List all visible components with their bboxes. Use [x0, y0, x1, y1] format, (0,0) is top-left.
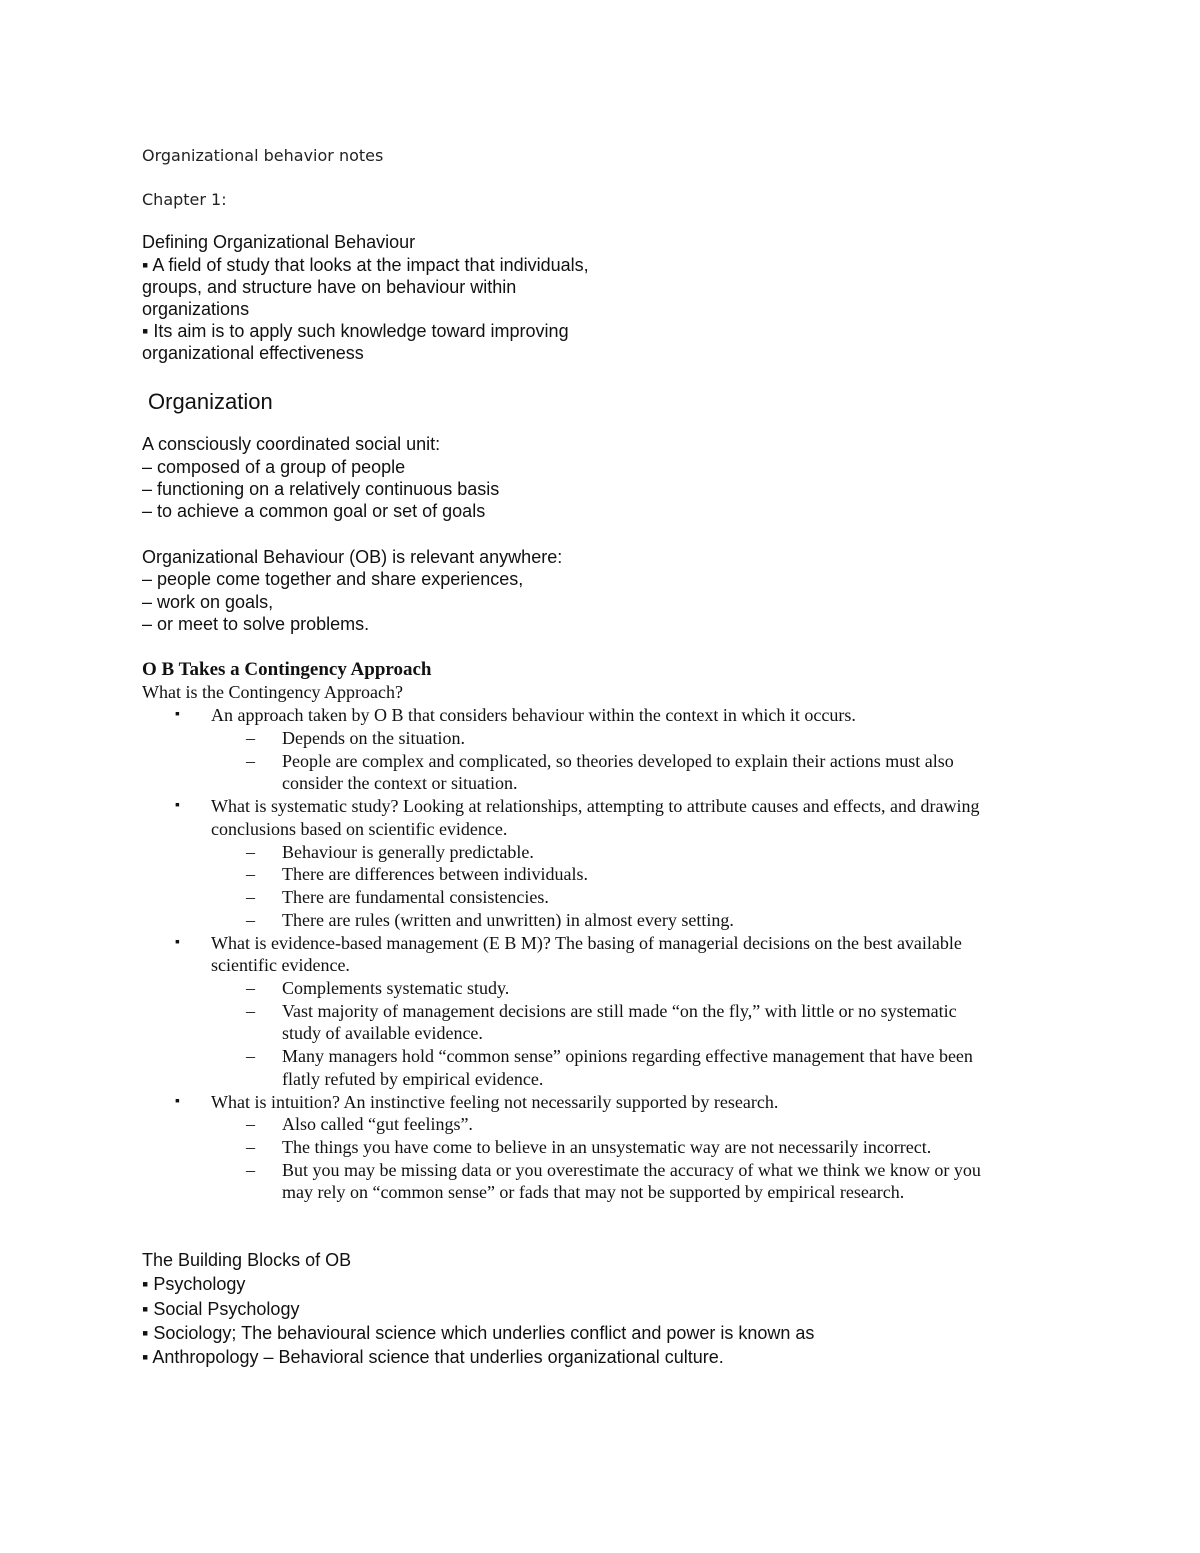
defining-line: groups, and structure have on behaviour within — [142, 277, 517, 297]
dash-marker: – — [246, 978, 255, 998]
bullet-text: What is evidence-based management (E B M)? The basing of managerial decisions on the best available — [211, 933, 962, 953]
bullet-marker: ▪ — [175, 798, 180, 813]
relevance-line: Organizational Behaviour (OB) is relevant anywhere: — [142, 547, 563, 567]
defining-heading: Defining Organizational Behaviour — [142, 232, 416, 252]
relevance-line: – people come together and share experiences, — [142, 569, 524, 589]
contingency-heading: O B Takes a Contingency Approach — [142, 659, 432, 680]
sub-bullet-text: There are differences between individuals. — [282, 864, 589, 884]
sub-bullet-text: There are rules (written and unwritten) in almost every setting. — [282, 910, 734, 930]
sub-bullet-text: Depends on the situation. — [282, 728, 465, 748]
sub-bullet-text: may rely on “common sense” or fads that may not be supported by empirical research. — [282, 1182, 905, 1202]
bullet-text: What is intuition? An instinctive feeling not necessarily supported by research. — [211, 1092, 779, 1112]
sub-bullet-text: study of available evidence. — [282, 1023, 483, 1043]
relevance-line: – work on goals, — [142, 592, 274, 612]
dash-marker: – — [246, 1001, 255, 1021]
organization-line: – composed of a group of people — [142, 457, 406, 477]
defining-line: ▪ Its aim is to apply such knowledge toward improving — [142, 321, 569, 341]
dash-marker: – — [246, 842, 255, 862]
defining-line: ▪ A field of study that looks at the impact that individuals, — [142, 255, 589, 275]
building-blocks-item: ▪ Social Psychology — [142, 1299, 300, 1319]
organization-heading: Organization — [148, 389, 273, 414]
sub-bullet-text: Vast majority of management decisions are still made “on the fly,” with little or no systematic — [282, 1001, 957, 1021]
sub-bullet-text: Complements systematic study. — [282, 978, 510, 998]
dash-marker: – — [246, 910, 255, 930]
sub-bullet-text: Behaviour is generally predictable. — [282, 842, 534, 862]
sub-bullet-text: Many managers hold “common sense” opinions regarding effective management that have been — [282, 1046, 973, 1066]
relevance-line: – or meet to solve problems. — [142, 614, 370, 634]
sub-bullet-text: flatly refuted by empirical evidence. — [282, 1069, 544, 1089]
dash-marker: – — [246, 1114, 255, 1134]
dash-marker: – — [246, 751, 255, 771]
bullet-marker: ▪ — [175, 1094, 180, 1109]
bullet-text: conclusions based on scientific evidence. — [211, 819, 508, 839]
sub-bullet-text: People are complex and complicated, so theories developed to explain their actions must also — [282, 751, 954, 771]
building-blocks-item: ▪ Anthropology – Behavioral science that underlies organizational culture. — [142, 1347, 724, 1367]
sub-bullet-text: The things you have come to believe in an unsystematic way are not necessarily incorrect. — [282, 1137, 932, 1157]
dash-marker: – — [246, 887, 255, 907]
organization-line: – to achieve a common goal or set of goals — [142, 501, 486, 521]
dash-marker: – — [246, 864, 255, 884]
sub-bullet-text: Also called “gut feelings”. — [282, 1114, 473, 1134]
bullet-marker: ▪ — [175, 707, 180, 722]
organization-line: A consciously coordinated social unit: — [142, 434, 441, 454]
bullet-text: scientific evidence. — [211, 955, 350, 975]
sub-bullet-text: But you may be missing data or you overestimate the accuracy of what we think we know or you — [282, 1160, 981, 1180]
contingency-question: What is the Contingency Approach? — [142, 682, 403, 702]
dash-marker: – — [246, 1046, 255, 1066]
sub-bullet-text: consider the context or situation. — [282, 773, 518, 793]
dash-marker: – — [246, 1160, 255, 1180]
defining-line: organizational effectiveness — [142, 343, 364, 363]
chapter-label: Chapter 1: — [142, 190, 227, 209]
bullet-marker: ▪ — [175, 935, 180, 950]
building-blocks-item: ▪ Psychology — [142, 1274, 246, 1294]
defining-line: organizations — [142, 299, 250, 319]
organization-line: – functioning on a relatively continuous basis — [142, 479, 500, 499]
document-title: Organizational behavior notes — [142, 146, 384, 165]
bullet-text: An approach taken by O B that considers behaviour within the context in which it occurs. — [211, 705, 856, 725]
dash-marker: – — [246, 728, 255, 748]
bullet-text: What is systematic study? Looking at relationships, attempting to attribute causes and effects, and drawing — [211, 796, 980, 816]
dash-marker: – — [246, 1137, 255, 1157]
building-blocks-item: ▪ Sociology; The behavioural science which underlies conflict and power is known as — [142, 1323, 815, 1343]
sub-bullet-text: There are fundamental consistencies. — [282, 887, 549, 907]
building-blocks-heading: The Building Blocks of OB — [142, 1250, 352, 1270]
